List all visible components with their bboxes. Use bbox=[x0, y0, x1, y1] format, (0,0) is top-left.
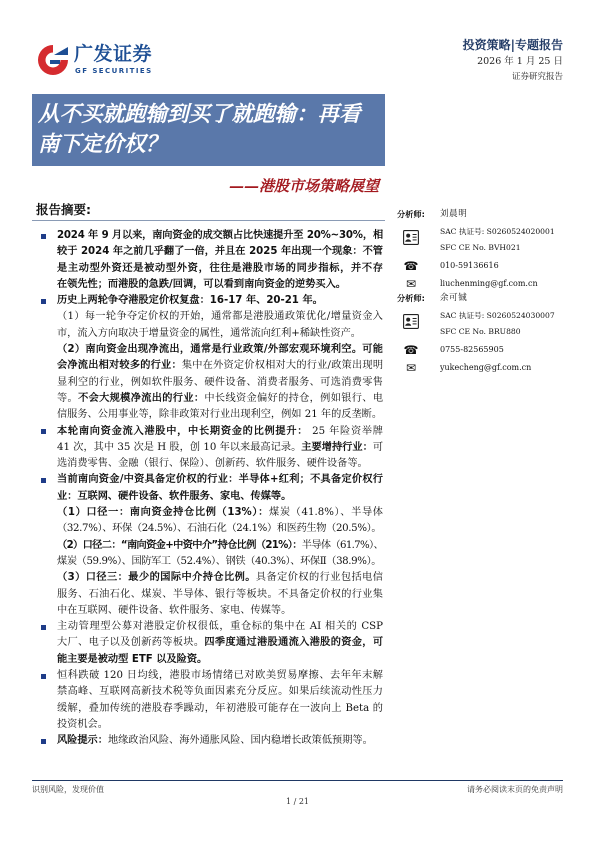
summary-bullet bbox=[57, 668, 383, 733]
square-bullet-icon bbox=[41, 234, 46, 239]
text-run: 中在互联网、硬件设备、软件服务、家电、传媒等。 bbox=[57, 604, 292, 616]
bold-text-run: 主要增持行业： bbox=[301, 441, 373, 453]
analyst-card bbox=[390, 293, 565, 377]
text-line bbox=[57, 554, 383, 570]
summary-paragraph bbox=[57, 342, 383, 423]
summary-bullet bbox=[57, 619, 383, 668]
square-bullet-icon bbox=[41, 625, 46, 630]
summary-paragraph bbox=[57, 293, 383, 309]
text-line bbox=[57, 489, 383, 505]
square-bullet-icon bbox=[41, 429, 46, 434]
text-line bbox=[57, 375, 383, 391]
text-run: （32.7%）、环保（24.5%）、石油石化（24.1%）和医药生物（20.5%）。 bbox=[57, 523, 382, 535]
analyst-sac-number: SAC 执证号: S0260524030007 bbox=[440, 311, 555, 320]
analyst-label: 分析师: bbox=[397, 293, 425, 303]
text-line bbox=[57, 603, 383, 619]
analyst-sfc-number: SFC CE No. BVH021 bbox=[440, 243, 521, 252]
summary-paragraph bbox=[57, 538, 383, 571]
text-run: 服务、石油石化、煤炭、半导体、银行等板块。不具备定价权的行业集 bbox=[57, 588, 383, 600]
bold-text-run: 能主要是被动型 ETF 以及险资。 bbox=[57, 653, 208, 665]
text-run: 禁高峰、互联网高新技术税等负面因素充分反应。如果后续流动性压力 bbox=[57, 686, 383, 698]
bold-text-run: （1）口径一：南向资金持仓比例（13%）： bbox=[57, 507, 269, 519]
report-meta bbox=[463, 37, 563, 84]
text-line bbox=[57, 652, 383, 668]
bold-text-run: 四季度通过港股通流入港股的资金，可 bbox=[204, 637, 383, 649]
bold-text-run: 较于 2024 年之前几乎翻了一倍，并且在 2025 年出现一个现象：不管 bbox=[57, 246, 383, 258]
footer-divider bbox=[32, 780, 563, 781]
summary-paragraph bbox=[57, 619, 383, 668]
text-run: 具备定价权的行业包括电信 bbox=[255, 572, 383, 584]
text-run: 等。 bbox=[57, 392, 79, 404]
report-title-line: 南下定价权？ bbox=[38, 132, 168, 157]
text-run: 缓解，叠加传统的港股春季躁动，年初港股可能存在一波向上 Beta 的 bbox=[57, 702, 383, 714]
square-bullet-icon bbox=[41, 478, 46, 483]
bold-text-run: 是主动型外资还是被动型外资，往往是港股市场的同步指标，并不存 bbox=[57, 262, 383, 274]
summary-paragraph bbox=[57, 570, 383, 619]
bold-text-run: 历史上两轮争夺港股定价权复盘：16-17 年、20-21 年。 bbox=[57, 295, 323, 307]
text-line bbox=[57, 309, 383, 325]
report-date: 2026 年 1 月 25 日 bbox=[477, 56, 563, 67]
text-line bbox=[57, 424, 383, 440]
footer-disclaimer: 请务必阅读末页的免责声明 bbox=[467, 785, 563, 794]
summary-paragraph bbox=[57, 424, 383, 473]
page-number: 1 / 21 bbox=[285, 797, 310, 806]
phone-icon: ☎ bbox=[403, 343, 419, 357]
text-line bbox=[57, 733, 383, 749]
gf-securities-logo bbox=[36, 42, 160, 80]
summary-bullet bbox=[57, 733, 383, 749]
text-run: 市，流入方向取决于增量资金的属性，通常流向红利+稀缺性资产。 bbox=[57, 327, 361, 339]
analyst-phone: 0755-82565905 bbox=[440, 345, 504, 354]
bold-text-run: 业：互联网、硬件设备、软件服务、家电、传媒等。 bbox=[57, 490, 292, 502]
square-bullet-icon bbox=[41, 674, 46, 679]
logo-chinese-name: 广发证券 bbox=[74, 43, 153, 65]
bold-text-run: （2）南向资金出现净流出，通常是行业政策/外部宏观环境利空。可能 bbox=[57, 344, 383, 356]
text-line bbox=[57, 342, 383, 358]
analyst-label: 分析师: bbox=[397, 209, 425, 219]
text-run: 集中在外资定价权相对大的行业/政策出现明 bbox=[181, 360, 383, 372]
summary-paragraph bbox=[57, 733, 383, 749]
text-line bbox=[57, 619, 383, 635]
bold-text-run: 当前南向资金/中资具备定价权的行业：半导体+红利；不具备定价权行 bbox=[57, 474, 383, 486]
text-line bbox=[57, 228, 383, 244]
analyst-email[interactable]: yukecheng@gf.com.cn bbox=[440, 363, 532, 372]
summary-heading: 报告摘要: bbox=[36, 202, 91, 217]
analyst-email[interactable]: liuchenming@gf.com.cn bbox=[440, 279, 538, 288]
id-card-icon bbox=[403, 314, 419, 329]
text-line bbox=[57, 521, 383, 537]
bold-text-run: 风险提示： bbox=[57, 735, 108, 747]
text-run: 恒科跌破 120 日均线，港股市场情绪已对欧美贸易摩擦、去年年末解 bbox=[57, 670, 383, 682]
logo-english-name: GF SECURITIES bbox=[75, 67, 153, 75]
text-line bbox=[57, 277, 383, 293]
summary-divider bbox=[32, 220, 385, 221]
summary-bullet bbox=[57, 293, 383, 423]
text-line bbox=[57, 440, 383, 456]
text-run: 显利空的行业，例如软件服务、硬件设备、消费者服务、可选消费零售 bbox=[57, 376, 383, 388]
summary-paragraph bbox=[57, 505, 383, 538]
text-line bbox=[57, 668, 383, 684]
bold-text-run: （2）口径二：“南向资金+中资中介”持仓比例（21%）： bbox=[57, 539, 302, 551]
text-line bbox=[57, 635, 383, 651]
text-line bbox=[57, 456, 383, 472]
summary-bullet bbox=[57, 472, 383, 619]
text-run: 地缘政治风险、海外通胀风险、国内稳增长政策低预期等。 bbox=[107, 735, 373, 747]
square-bullet-icon bbox=[41, 739, 46, 744]
text-run: 煤炭（59.9%）、国防军工（52.4%）、钢铁（40.3%）、环保Ⅱ（38.9%）。 bbox=[57, 555, 382, 567]
analyst-name: 余可铖 bbox=[440, 293, 468, 303]
text-run: 41 次，其中 35 次是 H 股，创 10 年以来最高记录。 bbox=[57, 441, 302, 453]
text-line bbox=[57, 570, 383, 586]
gf-logo-icon bbox=[36, 43, 70, 77]
report-category: 投资策略|专题报告 bbox=[462, 38, 563, 52]
analyst-name: 刘晨明 bbox=[440, 209, 468, 219]
text-line bbox=[57, 701, 383, 717]
id-card-icon bbox=[403, 230, 419, 245]
text-line bbox=[57, 407, 383, 423]
text-run: 25 年险资举牌 bbox=[308, 425, 383, 437]
text-run: 大厂、电子以及创新药等板块。 bbox=[57, 637, 205, 649]
text-line bbox=[57, 684, 383, 700]
text-run: 中长线资金偏好的持仓，例如银行、电 bbox=[204, 392, 383, 404]
text-line bbox=[57, 587, 383, 603]
text-line bbox=[57, 293, 383, 309]
bold-text-run: 不会大规模净流出的行业： bbox=[78, 392, 205, 404]
report-subtitle: ——港股市场策略展望 bbox=[228, 177, 379, 195]
text-line bbox=[57, 391, 383, 407]
envelope-icon: ✉ bbox=[405, 361, 417, 375]
summary-bullet bbox=[57, 228, 383, 293]
text-run: 信服务、公用事业等，除非政策对行业出现利空，例如 21 年的反垄断。 bbox=[57, 409, 383, 421]
text-line bbox=[57, 244, 383, 260]
summary-paragraph bbox=[57, 472, 383, 505]
bold-text-run: 会净流出相对较多的行业： bbox=[57, 360, 182, 372]
report-type: 证券研究报告 bbox=[511, 72, 563, 82]
title-band bbox=[32, 94, 385, 166]
text-run: （1）每一轮争夺定价权的开始，通常都是港股通政策优化/增量资金入 bbox=[57, 311, 383, 323]
text-line bbox=[57, 261, 383, 277]
summary-bullet bbox=[57, 424, 383, 473]
report-title-line: 从不买就跑输到买了就跑输：再看 bbox=[38, 102, 361, 127]
analyst-sfc-number: SFC CE No. BRU880 bbox=[440, 327, 521, 336]
bold-text-run: 本轮南向资金流入港股中，中长期资金的比例提升： bbox=[57, 425, 309, 437]
text-run: 主动管理型公募对港股定价权很低，重仓标的集中在 AI 相关的 CSP bbox=[57, 621, 383, 633]
text-line bbox=[57, 326, 383, 342]
footer-slogan: 识别风险，发现价值 bbox=[32, 785, 104, 794]
summary-paragraph bbox=[57, 228, 383, 293]
summary-paragraph bbox=[57, 668, 383, 733]
envelope-icon: ✉ bbox=[405, 277, 417, 291]
analyst-phone: 010-59136616 bbox=[440, 261, 499, 270]
phone-icon: ☎ bbox=[403, 259, 419, 273]
analyst-sac-number: SAC 执证号: S0260524020001 bbox=[440, 227, 555, 236]
text-run: 投资机会。 bbox=[57, 718, 108, 730]
bold-text-run: （3）口径三：最少的国际中介持仓比例。 bbox=[57, 572, 256, 584]
bold-text-run: 在领先性；而港股的急跌/回调，可以看到南向资金的逆势买入。 bbox=[57, 278, 346, 290]
text-run: 煤炭（41.8%）、半导体 bbox=[269, 507, 383, 519]
square-bullet-icon bbox=[41, 299, 46, 304]
text-line bbox=[57, 717, 383, 733]
text-run: 半导体（61.7%）、 bbox=[301, 539, 383, 551]
text-run: 可 bbox=[372, 441, 383, 453]
summary-body bbox=[57, 228, 383, 750]
text-run: 选消费零售、金融（银行、保险）、创新药、软件服务、硬件设备等。 bbox=[57, 458, 368, 470]
bold-text-run: 2024 年 9 月以来，南向资金的成交额占比快速提升至 20%~30%，相 bbox=[57, 230, 383, 241]
text-line bbox=[57, 358, 383, 374]
text-line bbox=[57, 538, 383, 554]
summary-paragraph bbox=[57, 309, 383, 342]
text-line bbox=[57, 472, 383, 488]
analyst-card bbox=[390, 209, 565, 293]
text-line bbox=[57, 505, 383, 521]
